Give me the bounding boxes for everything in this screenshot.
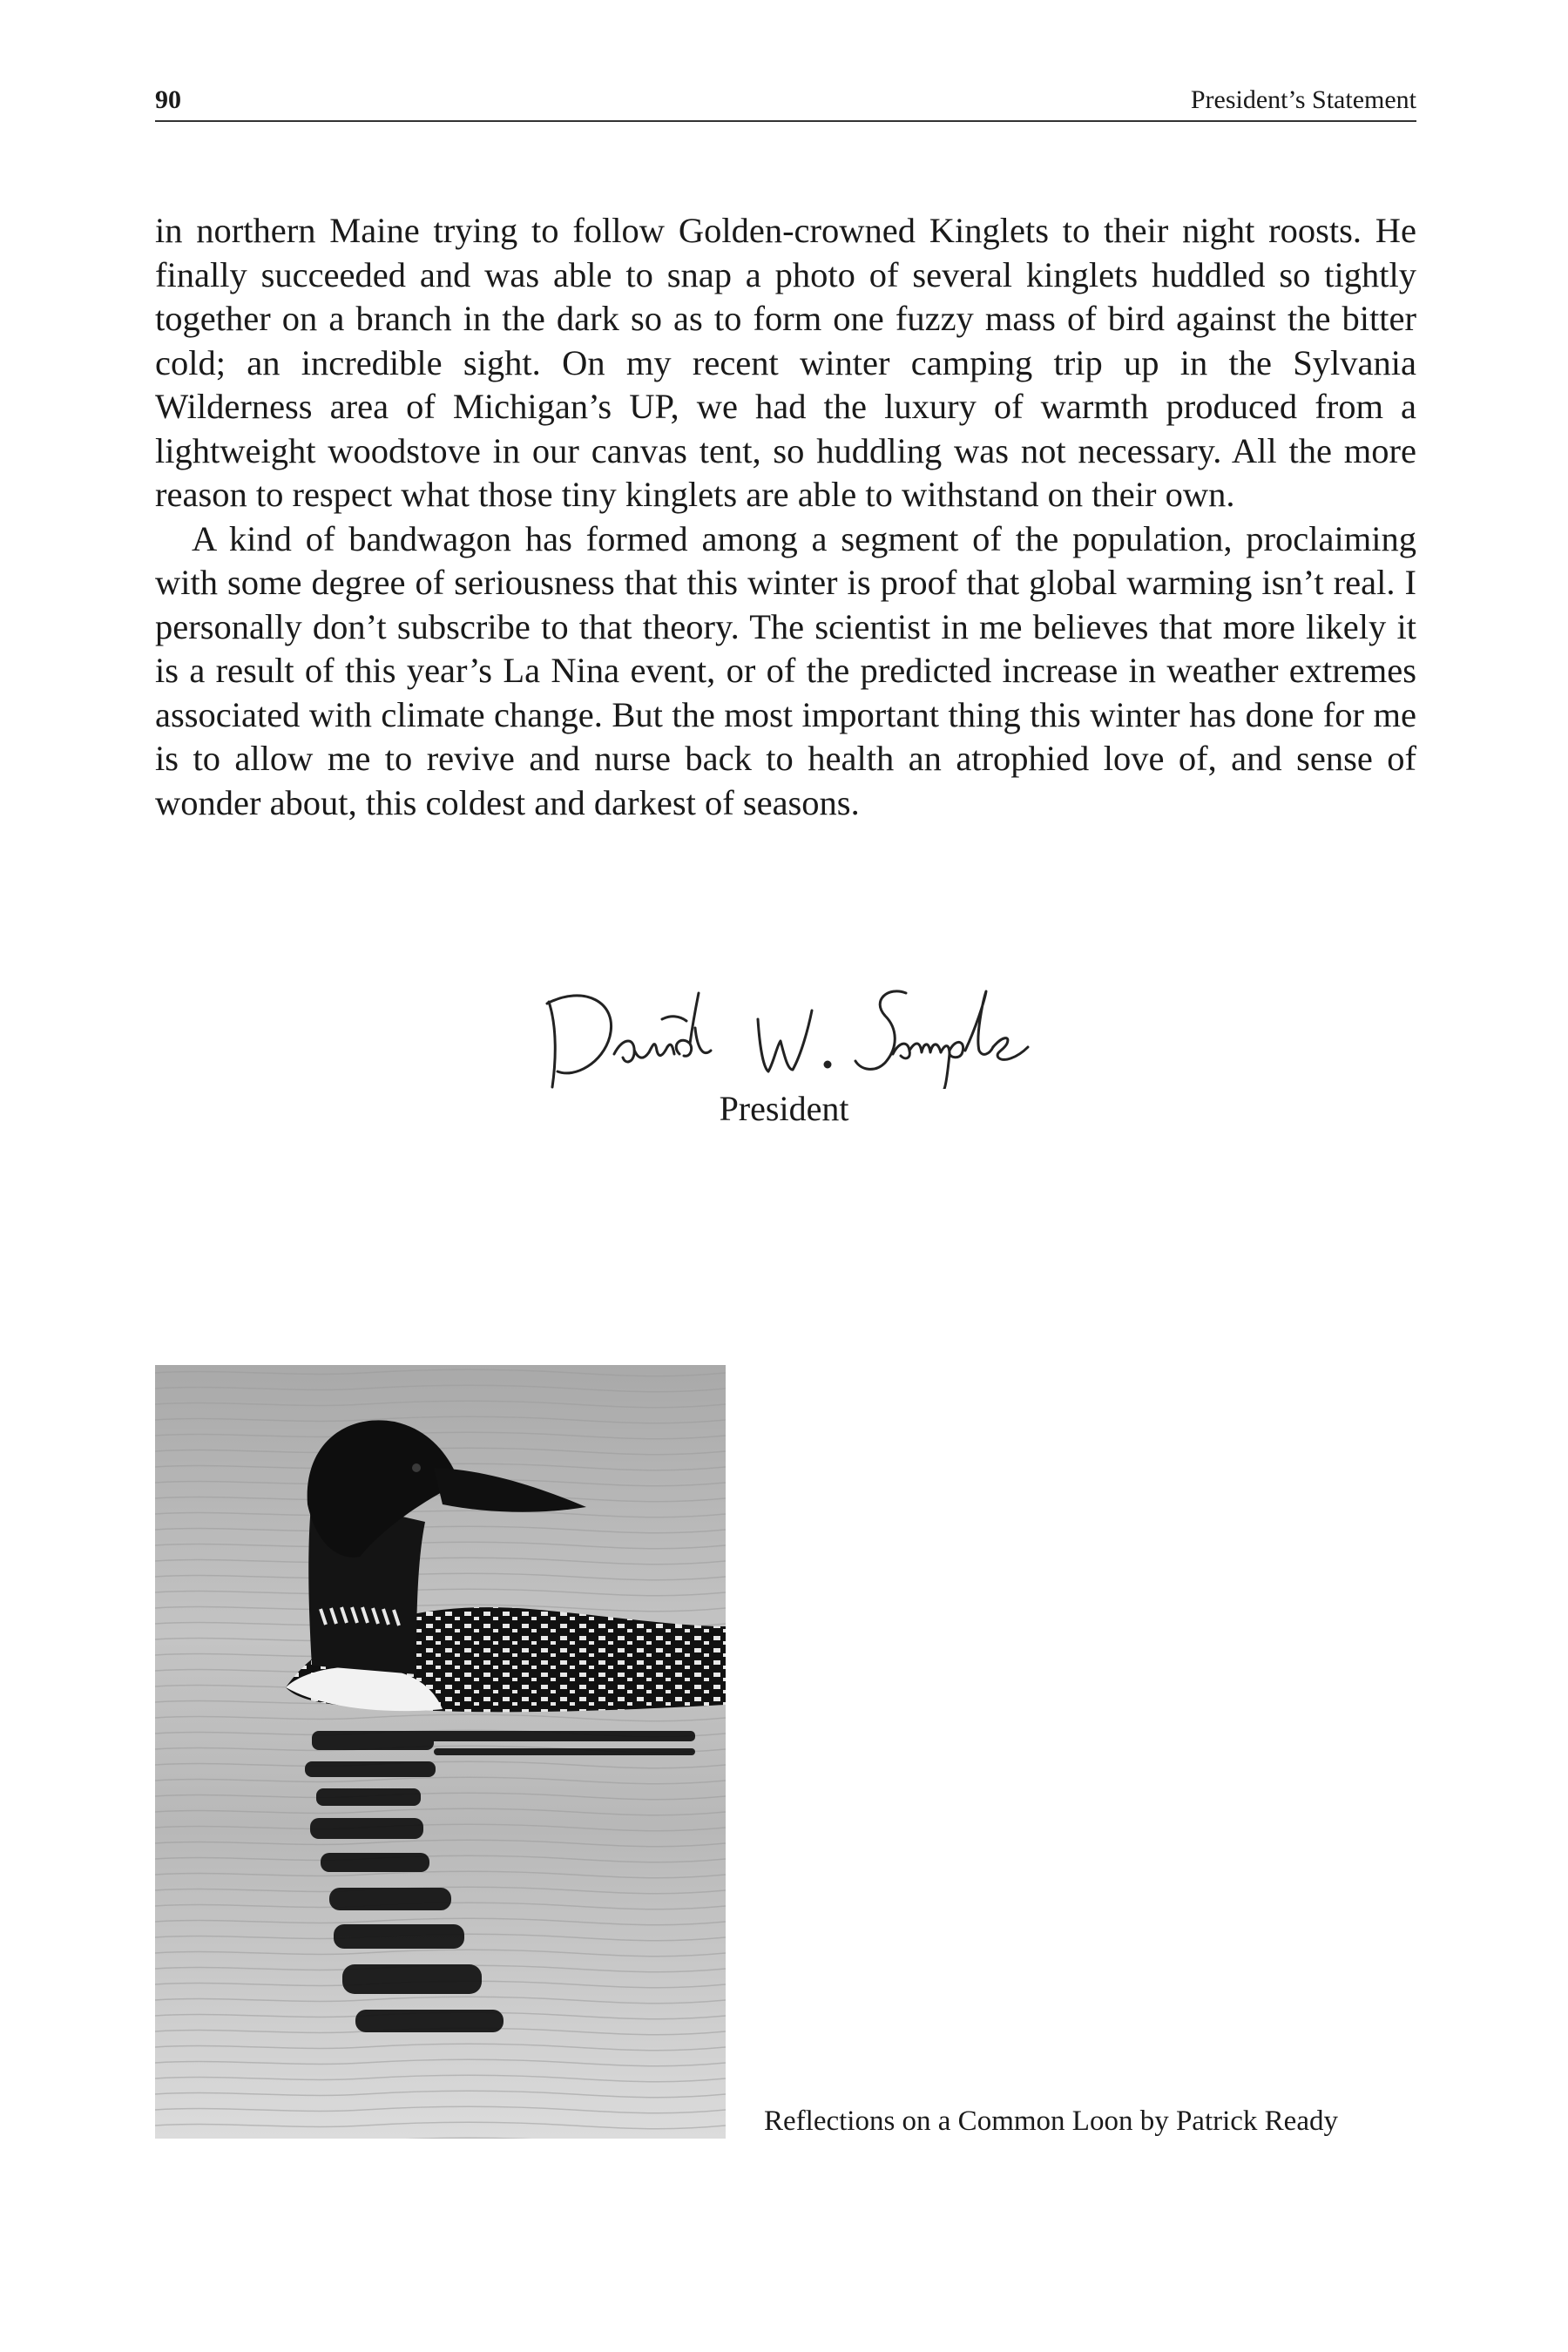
signatory-title: President [719,1089,849,1128]
page-number: 90 [155,85,181,114]
paragraph-2: A kind of bandwagon has formed among a segment of the population, proclaiming with some degree of seriousness that this winter is proof that global warming isn’t real. I personally don’t subscribe to that theory. The scientist in me believes that more likely it is a result of this year’s La Nina event, or of the predicted increase in weather extremes associated with climate change. But the most important thing this winter has done for me is to allow me to revive and nurse back to health an atrophied love of, and sense of wonder about, this coldest and darkest of seasons. [155,518,1416,822]
handwritten-signature [540,967,1054,1089]
body-text [155,209,1416,825]
loon-photograph [155,1365,726,2139]
running-title: President’s Statement [1190,85,1416,114]
paragraph-1: in northern Maine trying to follow Golden-crowned Kinglets to their night roosts. He finally succeeded and was able to snap a photo of several kinglets huddled so tightly together on a branch in the dark so as to form one fuzzy mass of bird against the bitter cold; an incredible sight. On my recent winter camping trip up in the Sylvania Wilderness area of Michigan’s UP, we had the luxury of warmth produced from a lightweight woodstove in our canvas tent, so huddling was not necessary. All the more reason to respect what those tiny kinglets are able to withstand on their own. [155,211,1416,514]
photo-caption: Reflections on a Common Loon by Patrick Ready [764,2105,1338,2137]
running-head [155,80,1416,122]
